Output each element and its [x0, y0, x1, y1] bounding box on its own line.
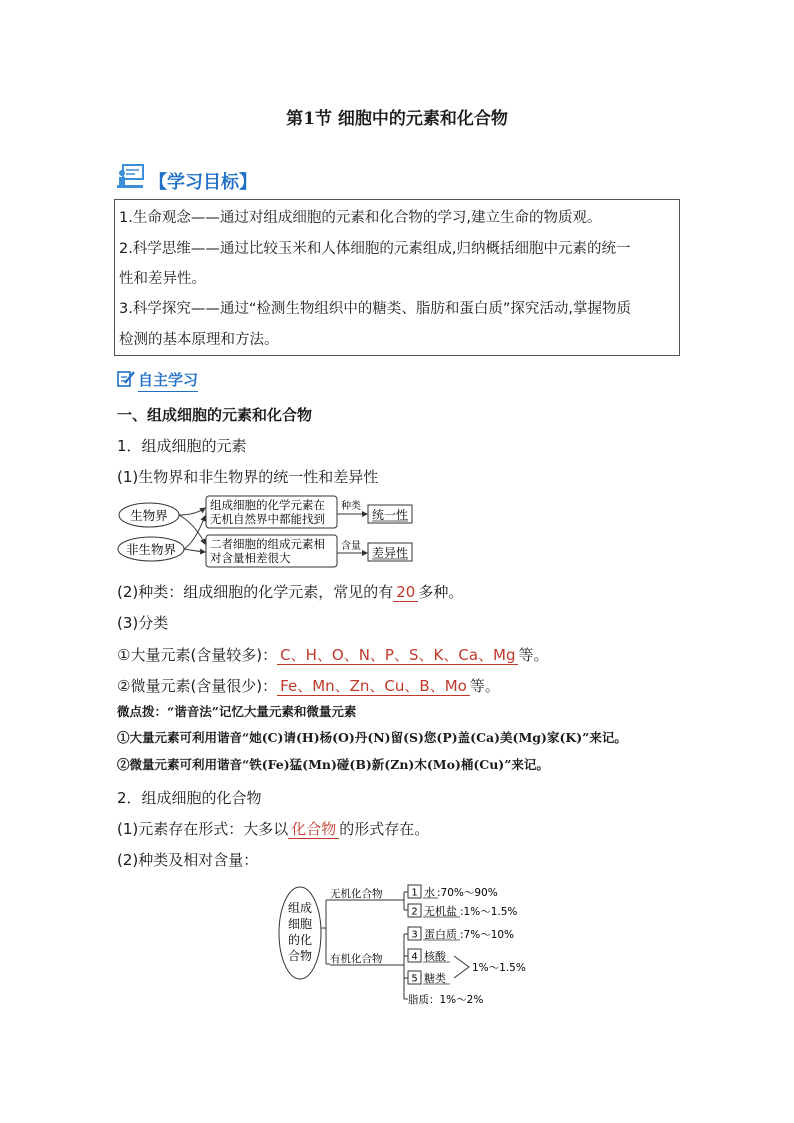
micro-suffix: 等。: [469, 677, 500, 695]
goal-line: 3.科学探究——通过“检测生物组织中的糖类、脂肪和蛋白质”探究活动,掌握物质: [119, 301, 631, 317]
goal-line: 1.生命观念——通过对组成细胞的元素和化合物的学习,建立生命的物质观。: [119, 210, 602, 226]
micro-elements-line: [117, 675, 500, 696]
difference-answer: 差异性: [371, 546, 409, 560]
tip-line: ②微量元素可利用谐音“铁(Fe)猛(Mn)碰(B)新(Zn)木(Mo)桶(Cu)”来记。: [117, 757, 549, 772]
sugar-number: 5: [411, 973, 418, 985]
subsection-heading: 2．组成细胞的化合物: [117, 789, 262, 807]
macro-prefix: ①大量元素(含量较多)：: [117, 646, 278, 664]
difference-description-line: 对含量相差很大: [210, 551, 291, 565]
compound-classification-diagram: [276, 880, 532, 1010]
organic-label: 有机化合物: [330, 953, 383, 965]
unity-diversity-diagram: [117, 494, 427, 570]
element-count-answer: 20: [393, 583, 418, 602]
learning-goals-box: [114, 199, 680, 356]
sugar-label: 糖类: [424, 972, 446, 985]
content-label: 含量: [341, 541, 361, 552]
water-label: 水: [424, 886, 435, 899]
center-label-line: 合物: [287, 949, 313, 963]
element-count-suffix: 多种。: [418, 583, 464, 601]
tip-line: ①大量元素可利用谐音“她(C)请(H)杨(O)丹(N)留(S)您(P)盖(Ca)美(Mg)家(K)”来记。: [117, 730, 627, 745]
living-world-label: 生物界: [130, 508, 168, 523]
water-percent: :70%～90%: [437, 887, 498, 899]
difference-description-line: 二者细胞的组成元素相: [210, 537, 325, 551]
unity-answer: 统一性: [371, 508, 409, 522]
macro-answer: C、H、O、N、P、S、K、Ca、Mg: [277, 646, 518, 665]
water-number: 1: [411, 887, 418, 899]
protein-label: 蛋白质: [424, 928, 457, 941]
salt-number: 2: [411, 906, 418, 918]
subsection-heading: 1．组成细胞的元素: [117, 437, 247, 455]
nucleic-number: 4: [411, 951, 418, 963]
center-label-line: 的化: [287, 933, 313, 947]
micro-answer: Fe、Mn、Zn、Cu、B、Mo: [277, 677, 470, 696]
pencil-note-icon: [117, 369, 135, 387]
compound-form-line: [117, 818, 429, 839]
item-text: (2)种类及相对含量：: [117, 851, 259, 869]
goal-line: 性和差异性。: [119, 271, 206, 287]
item-text: (3)分类: [117, 614, 169, 632]
compound-form-suffix: 的形式存在。: [339, 820, 430, 838]
nonliving-world-label: 非生物界: [125, 542, 177, 557]
goal-line: 2.科学思维——通过比较玉米和人体细胞的元素组成,归纳概括细胞中元素的统一: [119, 241, 631, 257]
protein-percent: :7%～10%: [460, 929, 515, 941]
self-study-label: 自主学习: [138, 369, 198, 392]
item-text: (1)生物界和非生物界的统一性和差异性: [117, 468, 379, 486]
element-count-prefix: (2)种类：组成细胞的化学元素，常见的有: [117, 583, 394, 601]
unity-description-line: 组成细胞的化学元素在: [210, 498, 325, 512]
micro-prefix: ②微量元素(含量很少)：: [117, 677, 278, 695]
center-label-line: 组成: [287, 901, 313, 915]
inorganic-label: 无机化合物: [330, 888, 383, 900]
element-count-line: [117, 581, 463, 602]
teacher-board-icon: [117, 164, 145, 190]
lipid-line: 脂质：1%～2%: [408, 994, 484, 1006]
nucleic-sugar-percent: 1%～1.5%: [472, 962, 526, 974]
nucleic-label: 核酸: [424, 950, 446, 963]
compound-form-prefix: (1)元素存在形式：大多以: [117, 820, 289, 838]
protein-number: 3: [411, 929, 418, 941]
center-label-line: 细胞: [287, 917, 313, 931]
tip-title: 微点拨：“谐音法”记忆大量元素和微量元素: [117, 704, 357, 719]
compound-form-answer: 化合物: [288, 820, 339, 839]
section-heading: 一、组成细胞的元素和化合物: [117, 406, 313, 424]
unity-description-line: 无机自然界中都能找到: [210, 512, 325, 526]
macro-suffix: 等。: [518, 646, 549, 664]
goal-line: 检测的基本原理和方法。: [119, 332, 279, 348]
macro-elements-line: [117, 644, 549, 665]
learning-goals-label: 【学习目标】: [149, 172, 257, 193]
kind-label: 种类: [341, 501, 361, 512]
page-title: 第1节 细胞中的元素和化合物: [286, 109, 508, 129]
salt-label: 无机盐: [424, 905, 457, 918]
salt-percent: :1%～1.5%: [460, 906, 518, 918]
